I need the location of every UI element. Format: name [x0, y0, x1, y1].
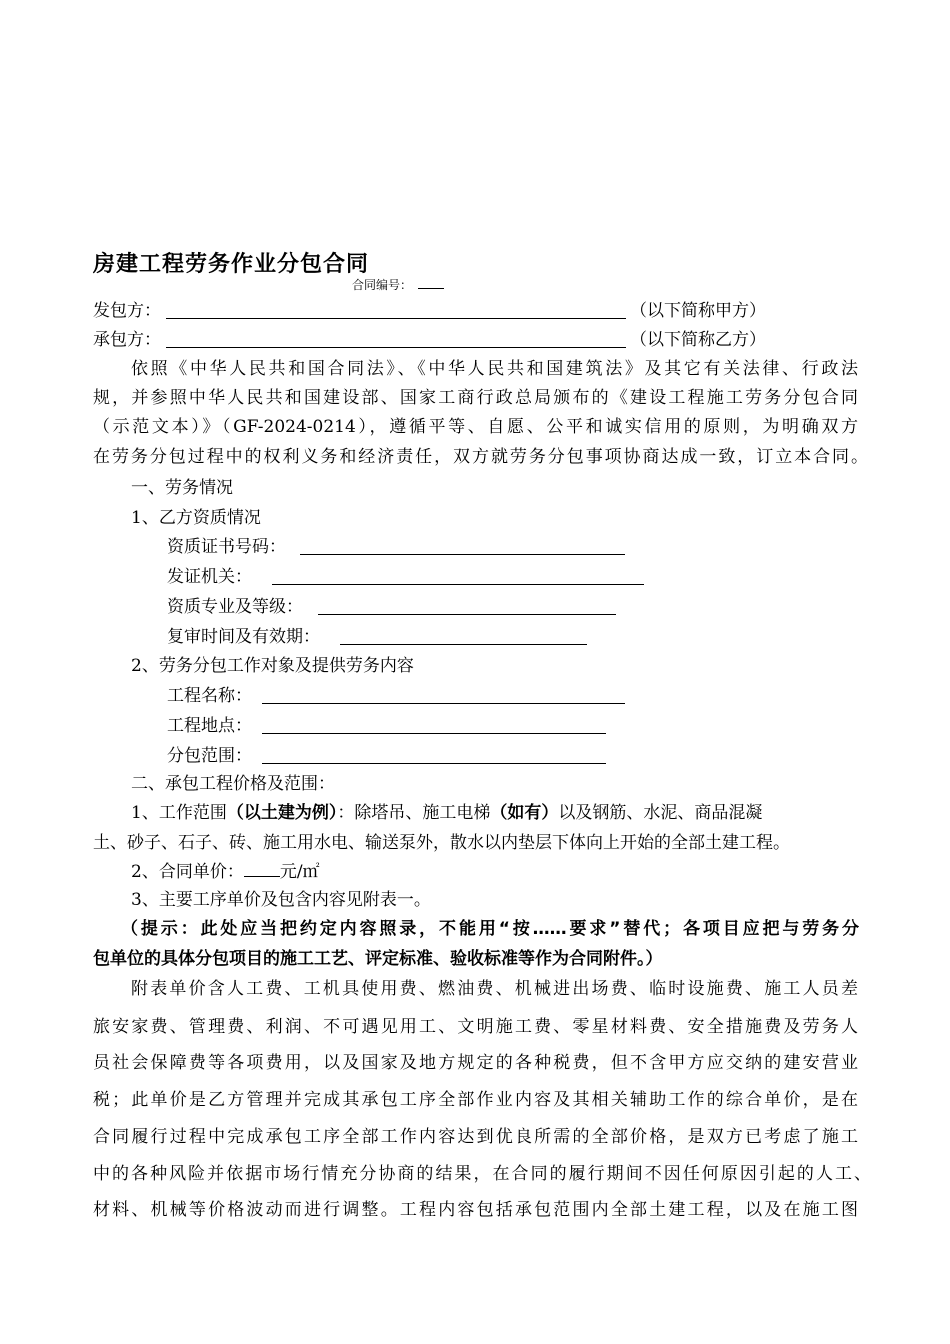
annex-paragraph-line: 旅安家费、管理费、利润、不可遇见用工、文明施工费、零星材料费、安全措施费及劳务人 — [93, 1017, 858, 1037]
unit-price-label: 2、合同单价： — [131, 862, 244, 882]
annex-paragraph-line: 税；此单价是乙方管理并完成其承包工序全部作业内容及其相关辅助工作的综合单价，是在 — [93, 1090, 858, 1110]
contract-number-label: 合同编号： — [352, 278, 413, 292]
annex-paragraph-line: 附表单价含人工费、工机具使用费、燃油费、机械进出场费、临时设施费、施工人员差 — [131, 979, 858, 999]
section1-sub1-heading: 1、乙方资质情况 — [131, 508, 261, 528]
hint-line: 包单位的具体分包项目的施工工艺、评定标准、验收标准等作为合同附件。） — [93, 949, 663, 969]
preamble-line: 依照《中华人民共和国合同法》、《中华人民共和国建筑法》及其它有关法律、行政法 — [131, 359, 858, 379]
work-scope-prefix: 1、工作范围 — [131, 803, 227, 823]
project-location-blank[interactable] — [262, 733, 606, 734]
section2-heading: 二、承包工程价格及范围： — [131, 774, 335, 794]
preamble-line: 规，并参照中华人民共和国建设部、国家工商行政总局颁布的《建设工程施工劳务分包合同 — [93, 388, 858, 408]
document-title: 房建工程劳务作业分包合同 — [93, 252, 370, 277]
qualification-cert-blank[interactable] — [300, 554, 625, 555]
subcontract-scope-blank[interactable] — [262, 763, 606, 764]
section1-sub2-heading: 2、劳务分包工作对象及提供劳务内容 — [131, 656, 414, 676]
unit-price-line — [131, 861, 320, 883]
annex-paragraph-line: 合同履行过程中完成承包工序全部工作内容达到优良所需的全部价格，是双方已考虑了施工 — [93, 1127, 858, 1147]
section1-heading: 一、劳务情况 — [131, 478, 233, 498]
qualification-grade-label: 资质专业及等级： — [167, 597, 303, 617]
employer-name-blank[interactable] — [166, 318, 626, 319]
work-scope-line1 — [131, 802, 762, 824]
contract-number — [352, 277, 444, 293]
work-scope-mid: ：除塔吊、施工电梯 — [337, 803, 491, 823]
work-scope-if-any: （如有） — [490, 803, 559, 823]
annex-paragraph-line: 中的各种风险并依据市场行情充分协商的结果，在合同的履行期间不因任何原因引起的人工、 — [93, 1164, 871, 1184]
review-validity-label: 复审时间及有效期： — [167, 627, 320, 647]
contractor-name-blank[interactable] — [166, 347, 626, 348]
work-scope-line2: 土、砂子、石子、砖、施工用水电、输送泵外，散水以内垫层下体向上开始的全部土建工程。 — [93, 833, 790, 853]
issuing-authority-blank[interactable] — [272, 584, 644, 585]
contractor-label: 承包方： — [93, 330, 161, 350]
unit-price-unit: 元/㎡ — [279, 862, 320, 882]
work-scope-example: （以土建为例） — [226, 803, 338, 823]
project-location-label: 工程地点： — [167, 716, 252, 736]
qualification-grade-blank[interactable] — [318, 614, 616, 615]
employer-suffix: （以下简称甲方） — [630, 301, 766, 321]
annex-paragraph-line: 材料、机械等价格波动而进行调整。工程内容包括承包范围内全部土建工程，以及在施工图 — [93, 1200, 858, 1220]
qualification-cert-label: 资质证书号码： — [167, 537, 286, 557]
issuing-authority-label: 发证机关： — [167, 567, 252, 587]
unit-price-blank[interactable] — [244, 862, 280, 877]
project-name-label: 工程名称： — [167, 686, 252, 706]
employer-label: 发包方： — [93, 301, 161, 321]
subcontract-scope-label: 分包范围： — [167, 746, 252, 766]
contractor-suffix: （以下简称乙方） — [630, 330, 766, 350]
hint-line: （提示：此处应当把约定内容照录，不能用“按……要求”替代；各项目应把与劳务分 — [121, 919, 859, 939]
review-validity-blank[interactable] — [340, 644, 587, 645]
annex-paragraph-line: 员社会保障费等各项费用，以及国家及地方规定的各种税费，但不含甲方应交纳的建安营业 — [93, 1053, 858, 1073]
project-name-blank[interactable] — [262, 703, 625, 704]
contract-number-blank[interactable] — [418, 278, 444, 289]
preamble-line: 在劳务分包过程中的权利义务和经济责任，双方就劳务分包事项协商达成一致，订立本合同。 — [93, 447, 868, 467]
work-scope-rest: 以及钢筋、水泥、商品混凝 — [558, 803, 763, 823]
annex-reference: 3、主要工序单价及包含内容见附表一。 — [131, 890, 431, 910]
preamble-line: （示范文本）》（GF-2024-0214），遵循平等、自愿、公平和诚实信用的原则，为明确双方 — [93, 417, 858, 437]
